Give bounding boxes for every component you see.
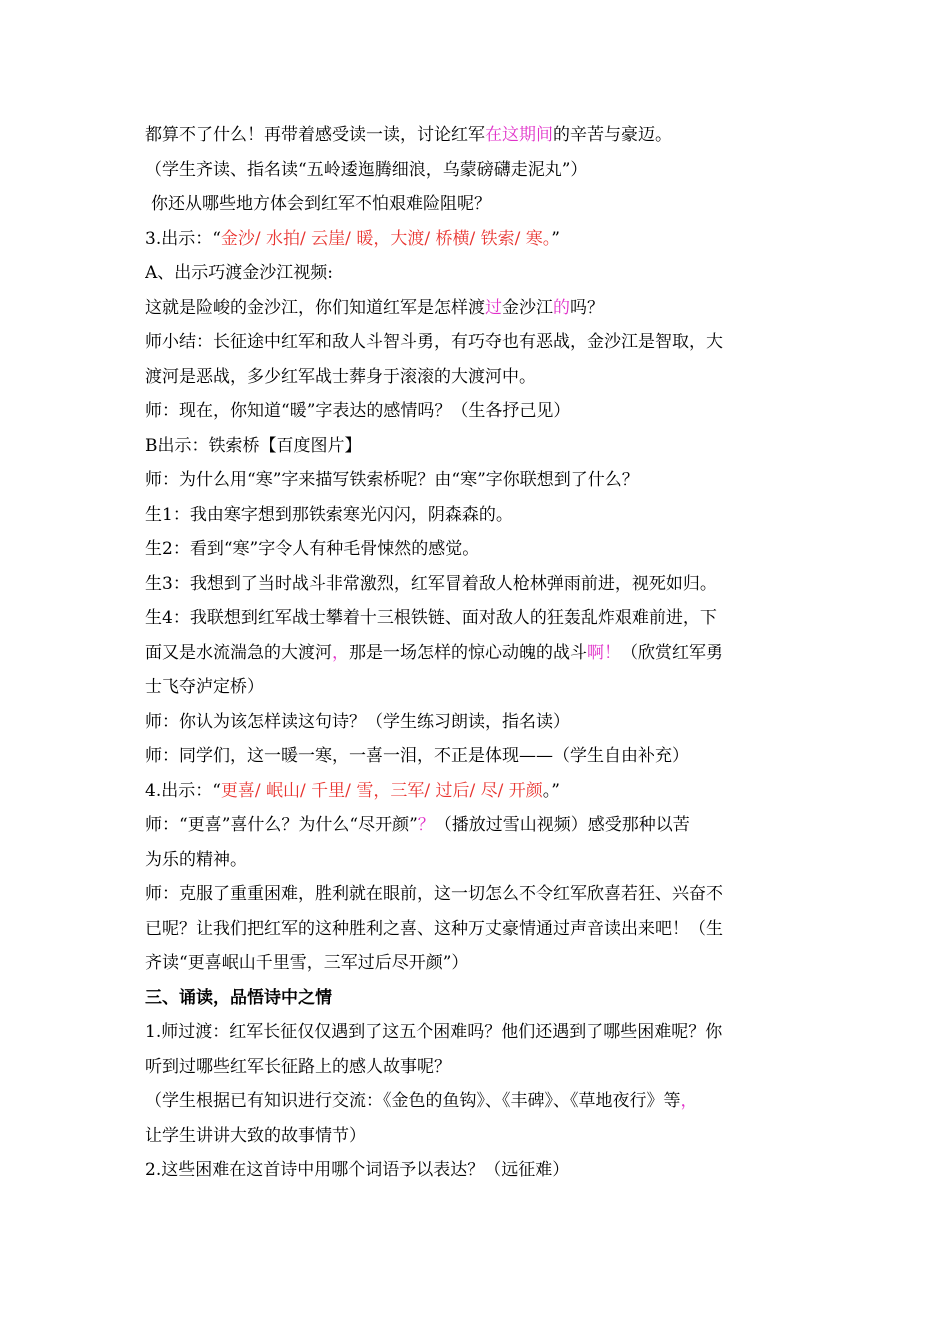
text-segment: 三、诵读，品悟诗中之情 [145, 987, 332, 1008]
paragraph-line [145, 601, 815, 636]
highlighted-text: 金沙/ 水拍/ 云崖/ 暖，大渡/ 桥横/ 铁索/ 寒。 [220, 228, 552, 249]
text-segment: 为乐的精神。 [145, 849, 247, 870]
text-segment: 1.师过渡：红军长征仅仅遇到了这五个困难吗？他们还遇到了哪些困难呢？你 [145, 1022, 723, 1042]
paragraph-line [145, 1050, 815, 1085]
text-segment: 师小结：长征途中红军和敌人斗智斗勇，有巧夺也有恶战，金沙江是智取，大 [145, 332, 723, 352]
text-segment: 渡河是恶战，多少红军战士葬身于滚滚的大渡河中。 [145, 366, 536, 387]
text-segment: 金沙江 [502, 297, 553, 318]
paragraph-line [145, 463, 815, 498]
text-segment: 师：同学们，这一暖一寒，一喜一泪，不正是体现——（学生自由补充） [145, 746, 689, 766]
text-segment: 那是一场怎样的惊心动魄的战斗 [349, 642, 587, 663]
paragraph-line [145, 843, 815, 878]
paragraph-line [145, 670, 815, 705]
text-segment: 的辛苦与豪迈。 [553, 125, 672, 145]
text-segment: 吗？ [570, 297, 604, 318]
highlighted-text: 在这期间 [485, 125, 553, 145]
highlighted-text: 过 [485, 297, 502, 318]
paragraph-line [145, 1015, 815, 1050]
text-segment: 已呢？让我们把红军的这种胜利之喜、这种万丈豪情通过声音读出来吧！（生 [145, 918, 723, 939]
text-segment: 这就是险峻的金沙江，你们知道红军是怎样渡 [145, 297, 485, 318]
paragraph-line [145, 187, 815, 222]
text-segment: 师：现在，你知道“暖”字表达的感情吗？（生各抒己见） [145, 401, 571, 421]
text-segment: 师：克服了重重困难，胜利就在眼前，这一切怎么不令红军欣喜若狂、兴奋不 [145, 884, 723, 904]
text-segment: 听到过哪些红军长征路上的感人故事呢？ [145, 1056, 451, 1077]
paragraph-line [145, 774, 815, 809]
paragraph-line [145, 153, 815, 188]
paragraph-line [145, 1119, 815, 1154]
text-segment: 3.出示：“ [145, 228, 221, 249]
text-segment: 生1：我由寒字想到那铁索寒光闪闪，阴森森的。 [145, 504, 513, 525]
paragraph-line [145, 877, 815, 912]
text-segment: 生4：我联想到红军战士攀着十三根铁链、面对敌人的狂轰乱炸艰难前进，下 [145, 608, 717, 628]
paragraph-line [145, 1153, 815, 1188]
text-segment: 生2：看到“寒”字令人有种毛骨悚然的感觉。 [145, 539, 480, 559]
text-segment: 士飞夺泸定桥） [145, 677, 264, 697]
paragraph-line [145, 705, 815, 740]
highlighted-text: 啊！ [587, 642, 621, 663]
paragraph-line [145, 360, 815, 395]
text-segment: B出示：铁索桥【百度图片】 [145, 435, 362, 456]
paragraph-line [145, 118, 815, 153]
paragraph-line [145, 636, 815, 671]
paragraph-line [145, 808, 815, 843]
highlighted-text: 的 [553, 297, 570, 318]
highlighted-text: ， [332, 642, 349, 663]
text-segment: 面又是水流湍急的大渡河 [145, 642, 332, 663]
text-segment: 。” [542, 780, 560, 801]
text-segment: （学生根据已有知识进行交流：《金色的鱼钩》、《丰碑》、《草地夜行》等 [145, 1091, 681, 1111]
text-segment: A、出示巧渡金沙江视频: [145, 263, 334, 283]
text-segment: 生3：我想到了当时战斗非常激烈，红军冒着敌人枪林弹雨前进，视死如归。 [145, 573, 717, 594]
paragraph-line [145, 498, 815, 533]
paragraph-line [145, 946, 815, 981]
paragraph-line [145, 291, 815, 326]
text-segment: （欣赏红军勇 [621, 642, 723, 663]
highlighted-text: ？ [417, 815, 435, 835]
text-segment: 都算不了什么！再带着感受读一读，讨论红军 [145, 125, 485, 145]
text-segment: 让学生讲讲大致的故事情节） [145, 1125, 366, 1146]
paragraph-line [145, 394, 815, 429]
paragraph-line [145, 532, 815, 567]
highlighted-text: 更喜/ 岷山/ 千里/ 雪，三军/ 过后/ 尽/ 开颜 [220, 780, 543, 801]
section-heading [145, 981, 815, 1016]
paragraph-line [145, 739, 815, 774]
paragraph-line [145, 567, 815, 602]
paragraph-line [145, 222, 815, 257]
paragraph-line [145, 1084, 815, 1119]
paragraph-line [145, 325, 815, 360]
text-segment: ” [551, 228, 560, 249]
text-segment: 师：为什么用“寒”字来描写铁索桥呢？由“寒”字你联想到了什么？ [145, 470, 639, 490]
highlighted-text: ， [680, 1091, 698, 1111]
paragraph-line [145, 256, 815, 291]
text-segment: 齐读“更喜岷山千里雪，三军过后尽开颜”） [145, 953, 469, 973]
text-segment: 你还从哪些地方体会到红军不怕艰难险阻呢？ [151, 194, 491, 214]
paragraph-line [145, 912, 815, 947]
text-segment: 师：“更喜”喜什么？为什么“尽开颜” [145, 815, 418, 835]
document-body [145, 118, 815, 1188]
paragraph-line [145, 429, 815, 464]
text-segment: （播放过雪山视频）感受那种以苦 [434, 815, 690, 835]
text-segment: 师：你认为该怎样读这句诗？（学生练习朗读，指名读） [145, 711, 570, 732]
text-segment: 4.出示：“ [145, 780, 221, 801]
text-segment: 2.这些困难在这首诗中用哪个词语予以表达？（远征难） [145, 1160, 570, 1180]
text-segment: （学生齐读、指名读“五岭逶迤腾细浪，乌蒙磅礴走泥丸”） [145, 159, 588, 180]
